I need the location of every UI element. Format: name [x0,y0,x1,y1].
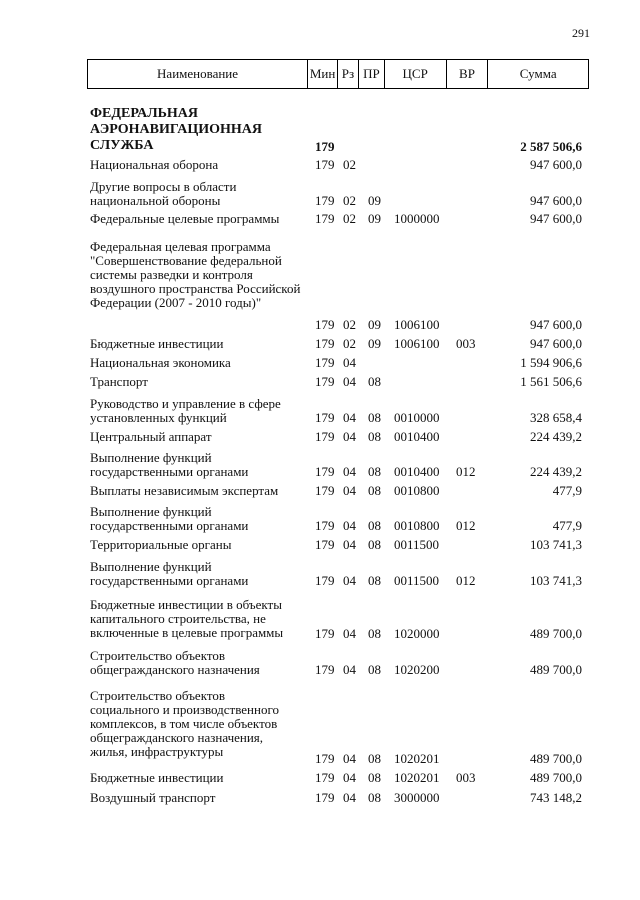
row-sum: 947 600,0 [530,211,582,226]
row-pr: 08 [368,770,381,785]
row-csr: 0010800 [394,483,440,498]
row-name: Национальная оборона [90,157,219,172]
row-rz: 02 [343,317,356,332]
row-csr: 0010800 [394,518,440,533]
row-rz: 04 [343,770,356,785]
row-pr: 08 [368,429,381,444]
column-header-rz: Рз [338,60,359,88]
row-name: Выполнение функций государственными органами [90,504,249,533]
row-csr: 1006100 [394,336,440,351]
row-sum: 328 658,4 [530,410,582,425]
row-rz: 04 [343,355,356,370]
row-pr: 08 [368,410,381,425]
row-name: Воздушный транспорт [90,790,216,805]
row-rz: 04 [343,518,356,533]
row-pr: 08 [368,374,381,389]
row-pr: 09 [368,336,381,351]
row-name: Бюджетные инвестиции в объекты капитального строительства, не включенные в целевые программы [90,597,284,640]
row-sum: 947 600,0 [530,193,582,208]
row-pr: 08 [368,537,381,552]
row-name: Транспорт [90,374,148,389]
row-pr: 09 [368,193,381,208]
row-min: 179 [315,537,335,552]
column-header-csr: ЦСР [385,60,447,88]
row-min: 179 [315,429,335,444]
row-min: 179 [315,211,335,226]
row-min: 179 [315,410,335,425]
row-pr: 08 [368,573,381,588]
row-pr: 08 [368,464,381,479]
column-header-name: Наименование [88,60,308,88]
row-rz: 04 [343,751,356,766]
row-name: Бюджетные инвестиции [90,336,224,351]
row-name: Территориальные органы [90,537,232,552]
row-pr: 08 [368,626,381,641]
row-rz: 04 [343,410,356,425]
row-rz: 04 [343,537,356,552]
row-sum: 224 439,2 [530,464,582,479]
row-sum: 224 439,2 [530,429,582,444]
row-min: 179 [315,518,335,533]
row-csr: 1006100 [394,317,440,332]
row-rz: 02 [343,336,356,351]
row-name: Выполнение функций государственными органами [90,559,249,588]
row-vr: 012 [456,518,476,533]
row-sum: 2 587 506,6 [520,139,582,154]
row-rz: 04 [343,662,356,677]
row-pr: 08 [368,518,381,533]
row-csr: 0011500 [394,573,440,588]
row-csr: 1020201 [394,751,440,766]
row-min: 179 [315,626,335,641]
row-min: 179 [315,483,335,498]
row-sum: 477,9 [552,518,582,533]
row-vr: 012 [456,573,476,588]
row-name: Руководство и управление в сфере установленных функций [90,396,281,425]
row-sum: 489 700,0 [530,662,582,677]
row-rz: 04 [343,790,356,805]
row-sum: 1 561 506,6 [520,374,582,389]
row-pr: 08 [368,751,381,766]
row-csr: 0010400 [394,464,440,479]
row-vr: 003 [456,770,476,785]
row-sum: 947 600,0 [530,157,582,172]
row-csr: 1000000 [394,211,440,226]
row-name: ФЕДЕРАЛЬНАЯ АЭРОНАВИГАЦИОННАЯ СЛУЖБА [90,106,263,153]
row-rz: 04 [343,374,356,389]
row-csr: 3000000 [394,790,440,805]
column-header-pr: ПР [359,60,385,88]
column-header-vr: ВР [447,60,489,88]
row-name: Федеральные целевые программы [90,211,280,226]
row-name: Национальная экономика [90,355,231,370]
row-name: Бюджетные инвестиции [90,770,224,785]
row-sum: 489 700,0 [530,626,582,641]
row-pr: 08 [368,662,381,677]
row-min: 179 [315,751,335,766]
row-rz: 04 [343,573,356,588]
row-min: 179 [315,157,335,172]
row-csr: 0010000 [394,410,440,425]
row-pr: 08 [368,790,381,805]
row-min: 179 [315,790,335,805]
row-sum: 947 600,0 [530,336,582,351]
row-name: Выполнение функций государственными органами [90,450,249,479]
row-name: Выплаты независимым экспертам [90,483,279,498]
row-rz: 02 [343,211,356,226]
row-name: Федеральная целевая программа "Совершенствование федеральной системы разведки и контроля воздушного пространства Российской Федерации (2007 - 2010 годы)" [90,239,301,310]
row-vr: 012 [456,464,476,479]
row-csr: 1020000 [394,626,440,641]
row-min: 179 [315,662,335,677]
row-min: 179 [315,139,335,154]
row-csr: 1020200 [394,662,440,677]
column-header-min: Мин [308,60,338,88]
row-vr: 003 [456,336,476,351]
row-csr: 0010400 [394,429,440,444]
row-name: Центральный аппарат [90,429,212,444]
row-sum: 743 148,2 [530,790,582,805]
row-min: 179 [315,573,335,588]
row-csr: 0011500 [394,537,440,552]
row-rz: 02 [343,157,356,172]
row-sum: 947 600,0 [530,317,582,332]
row-sum: 103 741,3 [530,537,582,552]
row-min: 179 [315,770,335,785]
row-rz: 04 [343,626,356,641]
row-sum: 103 741,3 [530,573,582,588]
row-min: 179 [315,355,335,370]
row-csr: 1020201 [394,770,440,785]
row-sum: 1 594 906,6 [520,355,582,370]
row-rz: 02 [343,193,356,208]
row-name: Строительство объектов общегражданского назначения [90,648,260,677]
row-sum: 489 700,0 [530,751,582,766]
row-sum: 477,9 [552,483,582,498]
row-pr: 09 [368,317,381,332]
row-min: 179 [315,374,335,389]
row-rz: 04 [343,429,356,444]
row-min: 179 [315,336,335,351]
row-rz: 04 [343,464,356,479]
row-min: 179 [315,464,335,479]
row-name: Строительство объектов социального и производственного комплексов, в том числе объектов общегражданского назначения, жилья, инфраструктуры [90,688,279,759]
row-rz: 04 [343,483,356,498]
row-sum: 489 700,0 [530,770,582,785]
column-header-sum: Сумма [519,66,557,81]
row-pr: 09 [368,211,381,226]
row-name: Другие вопросы в области национальной обороны [90,179,237,208]
row-min: 179 [315,193,335,208]
row-pr: 08 [368,483,381,498]
row-min: 179 [315,317,335,332]
page-number: 291 [572,26,590,40]
